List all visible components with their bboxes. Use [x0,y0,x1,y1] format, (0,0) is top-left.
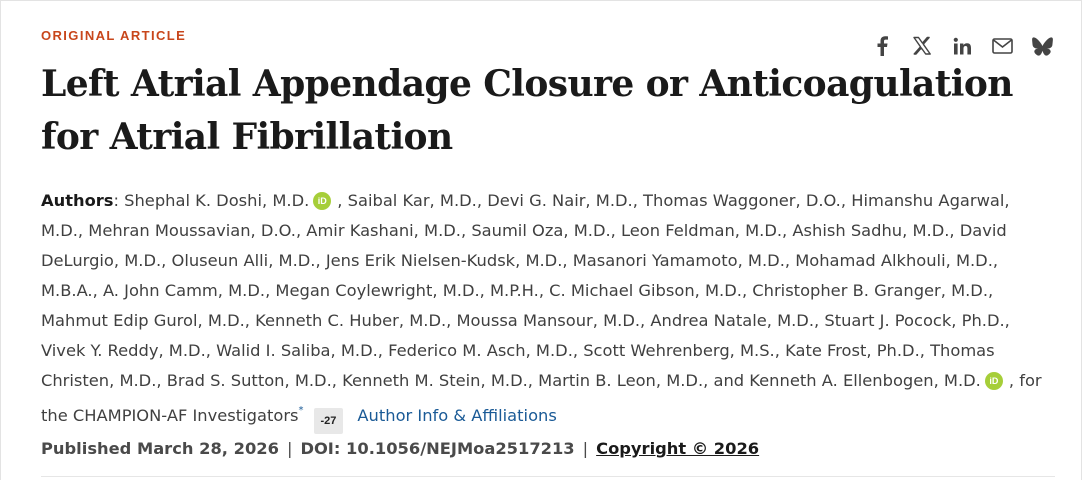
meta-separator: | [286,439,293,458]
article-type-label: ORIGINAL ARTICLE [41,28,187,43]
more-authors-badge[interactable]: -27 [314,408,344,434]
article-title: Left Atrial Appendage Closure or Anticoagulation for Atrial Fibrillation [41,63,1013,158]
divider [41,476,1055,477]
meta-separator: | [582,439,589,458]
author-info-link[interactable]: Author Info & Affiliations [357,406,557,425]
first-author[interactable]: Shephal K. Doshi, M.D. [124,191,310,210]
linkedin-icon[interactable] [949,33,975,59]
last-author[interactable]: Ellenbogen, M.D. [842,371,981,390]
authors-label-colon: : [113,191,125,210]
x-icon[interactable] [909,33,935,59]
published-date: Published March 28, 2026 [41,439,279,458]
orcid-icon[interactable]: iD [313,192,331,210]
footnote-marker: * [298,405,304,416]
publication-meta [41,439,759,458]
facebook-icon[interactable] [869,33,895,59]
authors-label: Authors [41,191,114,210]
bluesky-icon[interactable] [1029,33,1055,59]
author-list [41,186,1053,434]
doi-text: DOI: 10.1056/NEJMoa2517213 [300,439,575,458]
email-icon[interactable] [989,33,1015,59]
share-toolbar [869,33,1055,59]
copyright-link[interactable]: Copyright © 2026 [596,439,760,458]
author-names: , Saibal Kar, M.D., Devi G. Nair, M.D., Thomas Waggoner, D.O., Himanshu Agarwal, M.D., Mehran Moussavian, D.O., Amir Kashani, M.D., Saumil Oza, M.D., Leon Feldman, M.D., Ashish Sadhu, M.D., David DeLurgio, M.D., Oluseun Alli, M.D., Jens Erik Nielsen-Kudsk, M.D., Masanori Yamamoto, M.D., Mohamad Alkhouli, M.D., M.B.A., A. John Camm, M.D., Megan Coylewright, M.D., M.P.H., C. Michael Gibson, M.D., Christopher B. Granger, M.D., Mahmut Edip Gurol, M.D., Kenneth C. Huber, M.D., Moussa Mansour, M.D., Andrea Natale, M.D., Stuart J. Pocock, Ph.D., Vivek Y. Reddy, M.D., Walid I. Saliba, M.D., Federico M. Asch, M.D., Scott Wehrenberg, M.S., Kate Frost, Ph.D., Thomas Christen, M.D., Brad S. Sutton, M.D., Kenneth M. Stein, M.D., Martin B. Leon, M.D., and Kenneth A. [41,191,1010,390]
investigator-group: , for the CHAMPION-AF Investigators [41,371,1042,425]
orcid-icon[interactable]: iD [985,372,1003,390]
